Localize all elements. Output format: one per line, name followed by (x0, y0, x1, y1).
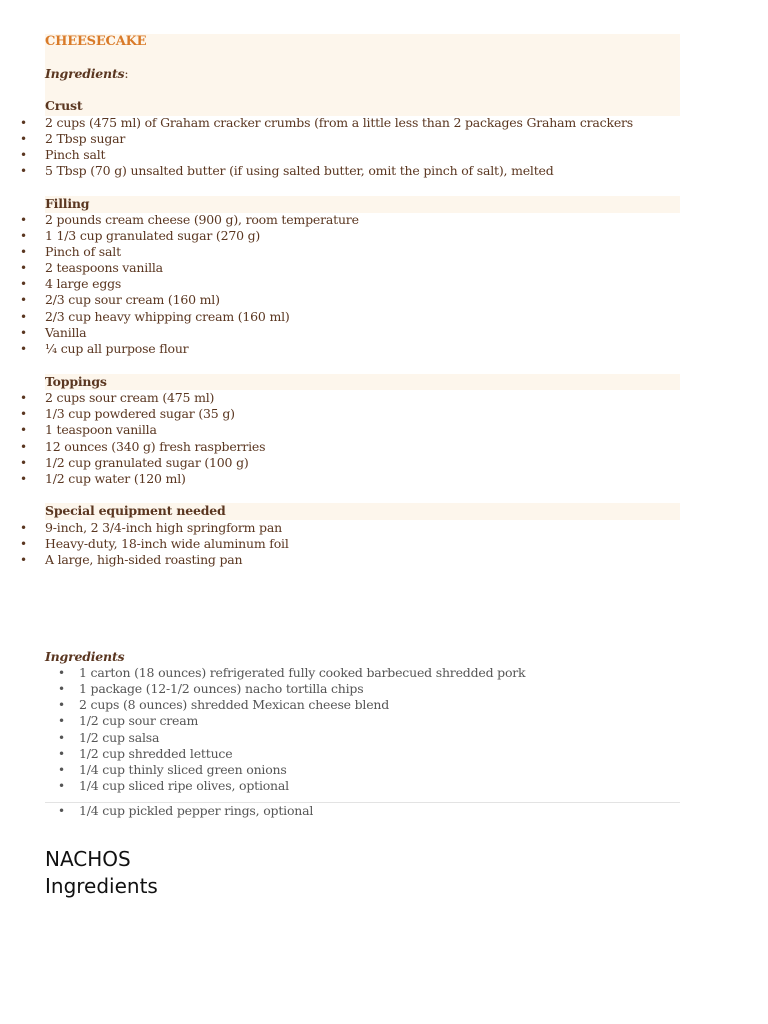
list-item: 2 pounds cream cheese (900 g), room temperature (45, 212, 359, 227)
bullet: • (58, 714, 66, 728)
bullet: • (20, 277, 28, 291)
filling-band (45, 196, 680, 213)
nachos-subtitle: Ingredients (45, 874, 158, 898)
bullet: • (58, 763, 66, 777)
list-item: 4 large eggs (45, 276, 122, 291)
list-item: 1 teaspoon vanilla (45, 422, 157, 437)
bullet: • (20, 472, 28, 486)
list-item: 1/4 cup sliced ripe olives, optional (79, 778, 289, 793)
bullet: • (58, 682, 66, 696)
list-item: 2 cups (8 ounces) shredded Mexican cheese blend (79, 697, 390, 712)
crust-heading: Crust (45, 98, 83, 113)
list-item: 1/2 cup granulated sugar (100 g) (45, 455, 249, 470)
list-item: Pinch salt (45, 147, 106, 162)
bullet: • (58, 747, 66, 761)
list-item: 1/2 cup sour cream (79, 713, 199, 728)
bullet: • (20, 213, 28, 227)
ingredients-heading (45, 66, 128, 82)
bullet: • (20, 342, 28, 356)
list-item: 12 ounces (340 g) fresh raspberries (45, 439, 266, 454)
ingredients-label: Ingredients (45, 66, 125, 81)
bullet: • (58, 698, 66, 712)
bullet: • (20, 407, 28, 421)
bullet: • (58, 779, 66, 793)
equipment-heading: Special equipment needed (45, 503, 226, 518)
bullet: • (58, 666, 66, 680)
list-item: 1/2 cup salsa (79, 730, 160, 745)
bullet: • (20, 553, 28, 567)
bullet: • (20, 537, 28, 551)
list-item: 2/3 cup heavy whipping cream (160 ml) (45, 309, 290, 324)
bullet: • (20, 164, 28, 178)
list-item: 1/2 cup shredded lettuce (79, 746, 233, 761)
list-item: A large, high-sided roasting pan (45, 552, 243, 567)
bullet: • (20, 148, 28, 162)
bullet: • (20, 116, 28, 130)
bullet: • (20, 423, 28, 437)
bullet: • (20, 245, 28, 259)
bullet: • (20, 293, 28, 307)
list-item: 1/4 cup thinly sliced green onions (79, 762, 287, 777)
bullet: • (20, 261, 28, 275)
list-item: Heavy-duty, 18-inch wide aluminum foil (45, 536, 289, 551)
list-item: 1/4 cup pickled pepper rings, optional (79, 803, 314, 818)
bullet: • (20, 310, 28, 324)
list-item: 9-inch, 2 3/4-inch high springform pan (45, 520, 282, 535)
list-item: 2 Tbsp sugar (45, 131, 126, 146)
bullet: • (20, 521, 28, 535)
list-item: 1 package (12-1/2 ounces) nacho tortilla chips (79, 681, 364, 696)
recipe-title: CHEESECAKE (45, 34, 147, 49)
toppings-heading: Toppings (45, 374, 107, 389)
bullet: • (20, 229, 28, 243)
list-item: 2 cups (475 ml) of Graham cracker crumbs (from a little less than 2 packages Graham crackers (45, 115, 634, 130)
list-item: 1 carton (18 ounces) refrigerated fully cooked barbecued shredded pork (79, 665, 526, 680)
list-item: 1/3 cup powdered sugar (35 g) (45, 406, 235, 421)
nachos-ingredients-heading: Ingredients (45, 649, 125, 664)
bullet: • (58, 804, 66, 818)
list-item: 2 teaspoons vanilla (45, 260, 163, 275)
bullet: • (20, 326, 28, 340)
toppings-band (45, 374, 680, 390)
bullet: • (20, 456, 28, 470)
list-item: ¼ cup all purpose flour (45, 341, 189, 356)
list-item: 1/2 cup water (120 ml) (45, 471, 186, 486)
nachos-title: NACHOS (45, 847, 131, 871)
ingredients-colon: : (124, 66, 129, 81)
bullet: • (20, 440, 28, 454)
bullet: • (20, 132, 28, 146)
bullet: • (20, 391, 28, 405)
list-item: 5 Tbsp (70 g) unsalted butter (if using salted butter, omit the pinch of salt), melted (45, 163, 554, 178)
bullet: • (58, 731, 66, 745)
list-item: Vanilla (45, 325, 87, 340)
list-item: 2 cups sour cream (475 ml) (45, 390, 215, 405)
filling-heading: Filling (45, 196, 90, 211)
list-item: 1 1/3 cup granulated sugar (270 g) (45, 228, 261, 243)
list-item: Pinch of salt (45, 244, 121, 259)
list-item: 2/3 cup sour cream (160 ml) (45, 292, 220, 307)
